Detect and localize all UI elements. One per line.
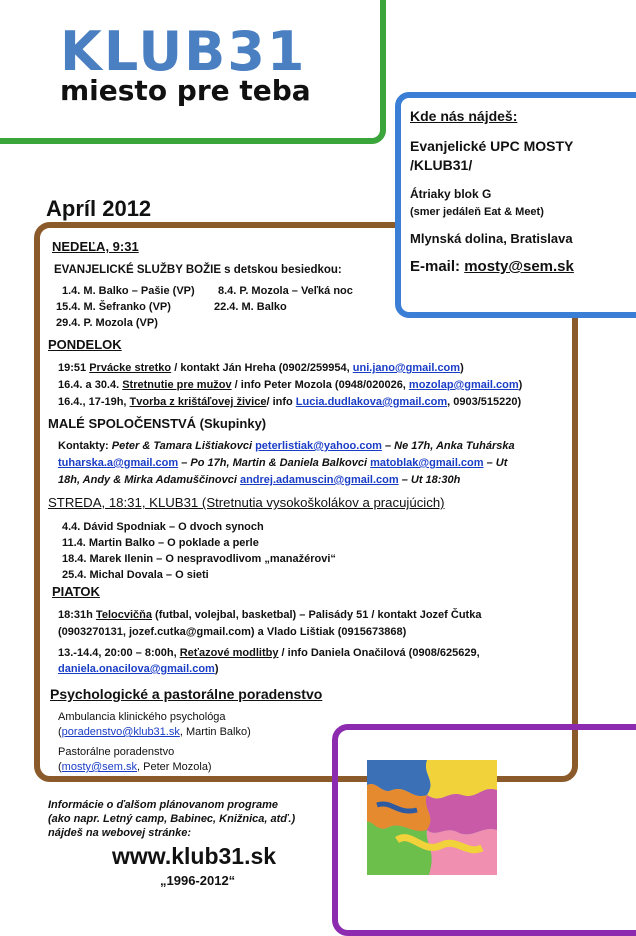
contact-heading: Kde nás nájdeš: <box>410 108 518 124</box>
friday-line4 <box>58 663 219 675</box>
link[interactable]: Stretnutie pre mužov <box>122 379 232 391</box>
footer-info2: (ako napr. Letný camp, Babinec, Knižnica, atď.) <box>48 813 296 825</box>
text: 16.4. a 30.4. <box>58 379 123 391</box>
footer-info1: Informácie o ďalšom plánovanom programe <box>48 799 279 811</box>
text: ( <box>58 761 62 773</box>
text: , Martin Balko) <box>179 726 251 738</box>
text: ) <box>518 379 523 391</box>
email-link[interactable]: daniela.onacilova@gmail.com <box>58 663 215 675</box>
sunday-row1b: 8.4. P. Mozola – Veľká noc <box>218 285 353 297</box>
years: „1996-2012“ <box>160 873 236 888</box>
text: 13.-14.4, 20:00 – 8:00h, <box>58 647 180 659</box>
text: ( <box>58 726 62 738</box>
smallgroups-line2 <box>58 457 507 469</box>
text: – Po 17h, Martin & Daniela Balkovci <box>178 457 371 469</box>
city: Mlynská dolina, Bratislava <box>410 231 573 246</box>
text: 19:51 <box>58 362 90 374</box>
email-link[interactable]: Lucia.dudlakova@gmail.com <box>295 396 448 408</box>
smallgroups-line1 <box>58 440 515 452</box>
text: / info Daniela Onačilová (0908/625629, <box>278 647 480 659</box>
text: / kontakt Ján Hreha (0902/259954, <box>171 362 353 374</box>
text: , Peter Mozola) <box>137 761 212 773</box>
text: ) <box>214 663 219 675</box>
email-line <box>410 258 630 275</box>
text: , 0903/515220) <box>447 396 522 408</box>
email-link[interactable]: matoblak@gmail.com <box>370 457 484 469</box>
email-label: E-mail: <box>410 258 465 275</box>
text: / info <box>266 396 296 408</box>
text: 16.4., 17-19h, <box>58 396 130 408</box>
wednesday-item: 18.4. Marek Ilenin – O nespravodlivom „manažérovi“ <box>62 553 336 565</box>
link[interactable]: Tvorba z krištáľovej živice <box>129 396 267 408</box>
sunday-row2a: 15.4. M. Šefranko (VP) <box>56 301 171 313</box>
email-link[interactable]: mosty@sem.sk <box>61 761 138 773</box>
link[interactable]: Telocvičňa <box>95 609 152 621</box>
text: / info Peter Mozola (0948/020026, <box>231 379 409 391</box>
org-line1: Evanjelické UPC MOSTY <box>410 138 574 154</box>
text: – Ut 18:30h <box>398 474 461 486</box>
text: 18h, Andy & Mirka Adamuščinovci <box>58 474 240 486</box>
text: (futbal, volejbal, basketbal) – Palisády 51 / kontakt Jozef Čutka <box>151 609 482 621</box>
email-link[interactable]: poradenstvo@klub31.sk <box>61 726 180 738</box>
text: Kontakty: <box>58 440 112 452</box>
counseling-b2 <box>58 761 212 773</box>
place: Átriaky blok G <box>410 187 492 201</box>
wednesday-item: 11.4. Martin Balko – O poklade a perle <box>62 537 259 549</box>
tagline: miesto pre teba <box>60 74 311 107</box>
sunday-row2b: 22.4. M. Balko <box>214 301 287 313</box>
klub31-logo: KLUB31 <box>60 20 307 83</box>
wednesday-heading: STREDA, 18:31, KLUB31 (Stretnutia vysokoškolákov a pracujúcich) <box>48 495 445 510</box>
email-link[interactable]: peterlistiak@yahoo.com <box>255 440 382 452</box>
friday-heading: PIATOK <box>52 584 100 599</box>
friday-line1 <box>58 609 481 621</box>
wednesday-item: 25.4. Michal Dovala – O sieti <box>62 569 209 581</box>
email-link[interactable]: uni.jano@gmail.com <box>352 362 461 374</box>
text: 18:31h <box>58 609 96 621</box>
monday-line1 <box>58 362 464 374</box>
text: Peter & Tamara Lištiakovci <box>111 440 256 452</box>
link[interactable]: Reťazové modlitby <box>179 647 279 659</box>
text: – Ne 17h, Anka Tuhárska <box>381 440 515 452</box>
link[interactable]: Prvácke stretko <box>89 362 172 374</box>
contact-info <box>410 100 630 275</box>
org-line2: /KLUB31/ <box>410 157 473 173</box>
monday-line3 <box>58 396 521 408</box>
counseling-b1: Pastorálne poradenstvo <box>58 746 175 758</box>
email-link[interactable]: mozolap@gmail.com <box>408 379 519 391</box>
friday-line3 <box>58 647 480 659</box>
smallgroups-heading: MALÉ SPOLOČENSTVÁ (Skupinky) <box>48 416 267 431</box>
footer-info3: nájdeš na webovej stránke: <box>48 827 192 839</box>
friday-line2: (0903270131, jozef.cutka@gmail.com) a Vlado Lištiak (0915673868) <box>58 626 407 638</box>
sunday-subtitle: EVANJELICKÉ SLUŽBY BOŽIE s detskou besiedkou: <box>54 264 342 276</box>
monday-line2 <box>58 379 522 391</box>
sunday-heading: NEDEĽA, 9:31 <box>52 239 139 254</box>
counseling-a2 <box>58 726 251 738</box>
text: ) <box>460 362 464 374</box>
counseling-heading: Psychologické a pastorálne poradenstvo <box>50 686 323 702</box>
sunday-row1a: 1.4. M. Balko – Pašie (VP) <box>62 285 195 297</box>
wednesday-item: 4.4. Dávid Spodniak – O dvoch synoch <box>62 521 264 533</box>
website-url[interactable]: www.klub31.sk <box>112 843 277 869</box>
email-link[interactable]: mosty@sem.sk <box>464 258 574 275</box>
monday-heading: PONDELOK <box>48 337 122 352</box>
place-note: (smer jedáleň Eat & Meet) <box>410 206 544 218</box>
month-title: Apríl 2012 <box>46 196 152 221</box>
puzzle-illustration <box>367 760 497 875</box>
email-link[interactable]: tuharska.a@gmail.com <box>58 457 179 469</box>
counseling-a1: Ambulancia klinického psychológa <box>58 711 226 723</box>
sunday-row3a: 29.4. P. Mozola (VP) <box>56 317 158 329</box>
smallgroups-line3 <box>58 474 460 486</box>
text: – Ut <box>483 457 508 469</box>
email-link[interactable]: andrej.adamuscin@gmail.com <box>239 474 399 486</box>
